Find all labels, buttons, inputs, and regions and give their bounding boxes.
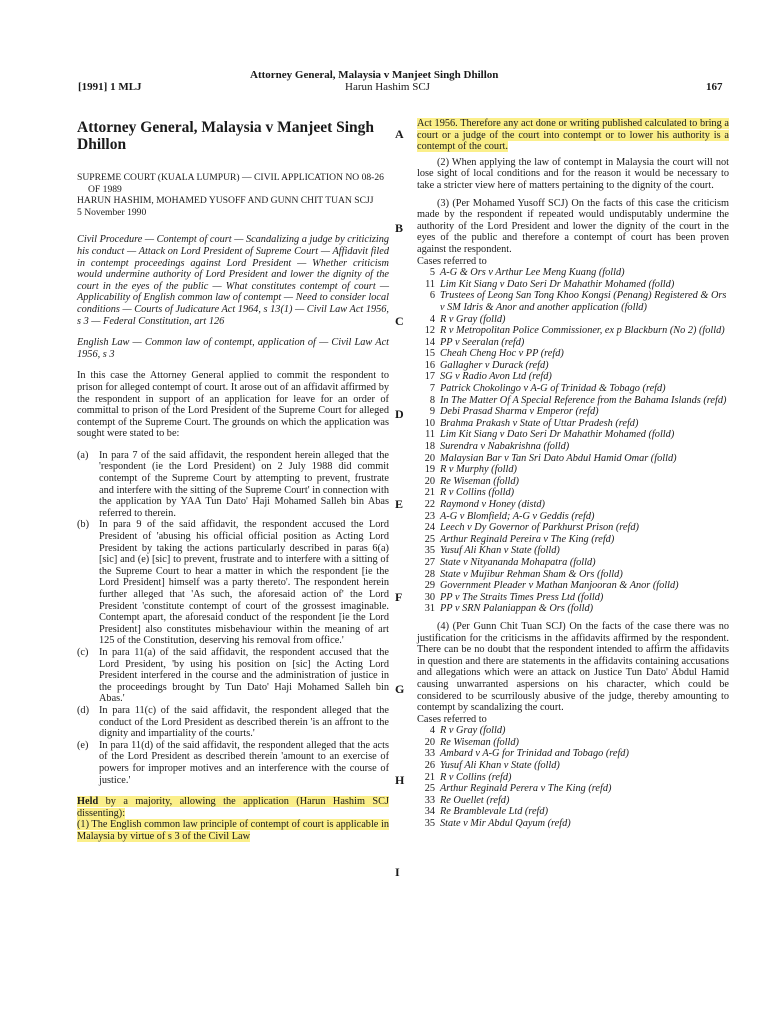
case-number: 20 [424, 475, 435, 487]
case-list-item [417, 267, 729, 279]
margin-letter-b: B [395, 221, 404, 235]
case-name: R v Murphy (folld) [440, 464, 517, 476]
running-judge: Harun Hashim SCJ [345, 81, 430, 93]
case-list-item [417, 476, 729, 488]
case-title: Attorney General, Malaysia v Manjeet Singh Dhillon [77, 119, 375, 153]
margin-letter-e: E [395, 497, 404, 511]
held-label: Held [77, 796, 99, 808]
case-number: 25 [424, 783, 435, 795]
cases-heading: Cases referred to [417, 713, 487, 725]
allegation-label: (d) [77, 704, 90, 716]
case-list-item [417, 511, 729, 523]
allegation-text: In para 11(a) of the said affidavit, the respondent accused that the Lord President, 'by using his position on [sic] the Acting Lord President interfered in the course and the administration of justice in the proceedings brought by Tun Dato' Haji Mohamed Salleh bin Abas.' [99, 646, 389, 705]
case-list-item [417, 290, 729, 313]
case-name: PP v The Straits Times Press Ltd (folld) [440, 591, 604, 603]
case-name: Ambard v A-G for Trinidad and Tobago (refd) [440, 748, 629, 760]
case-name: Leech v Dy Governor of Parkhurst Prison (refd) [440, 522, 639, 534]
case-number: 18 [424, 441, 435, 453]
case-name: Lim Kit Siang v Dato Seri Dr Mahathir Mohamed (folld) [440, 429, 675, 441]
allegation-text: In para 11(c) of the said affidavit, the respondent alleged that the conduct of the Lord President as described therein 'is an affront to the dignity and impartiality of the courts.' [99, 704, 389, 740]
case-list-item [417, 279, 729, 291]
case-name: Arthur Reginald Pereira v The King (refd) [440, 533, 615, 545]
catchwords-english-law: English Law — Common law of contempt, application of — Civil Law Act 1956, s 3 [77, 337, 389, 360]
case-list-item [417, 737, 729, 749]
case-list-item [417, 603, 729, 615]
case-list-item [417, 360, 729, 372]
cases-list-2 [417, 725, 729, 829]
margin-letter-i: I [395, 865, 400, 879]
held-continuation [417, 118, 729, 153]
case-number: 10 [424, 417, 435, 429]
case-number: 30 [424, 591, 435, 603]
case-number: 11 [425, 278, 435, 290]
case-list-item [417, 418, 729, 430]
cases-heading: Cases referred to [417, 255, 487, 267]
held-point-4: (4) (Per Gunn Chit Tuan SCJ) On the facts of the case there was no justification for the criticisms in the affidavits affirmed by the respondent. There can be no doubt that the respondent intended to affirm the affidavits in question and there are statements in the affidavits containing accusations and allegations which were an attack on Justice Tun Dato' Abdul Hamid causing unwarranted aspersions on his character, which could be considered to be scurrilously abusive of the judge, thereby amounting to contempt by scandalizing the court. [417, 620, 729, 714]
allegation-b [77, 519, 389, 647]
case-number: 15 [424, 348, 435, 360]
case-number: 25 [424, 533, 435, 545]
allegation-d [77, 705, 389, 740]
held-point-2: (2) When applying the law of contempt in Malaysia the court will not lose sight of local conditions and for the reason it would be necessary to take a stricter view here of matters pertaining to the dignity of the court. [417, 156, 729, 191]
case-list-item [417, 429, 729, 441]
case-number: 33 [424, 794, 435, 806]
citation: [1991] 1 MLJ [78, 81, 142, 93]
case-name: PP v Seeralan (refd) [440, 336, 525, 348]
case-list-item [417, 348, 729, 360]
allegation-text: In para 9 of the said affidavit, the respondent accused the Lord President of 'abusing his official official position as Acting Lord President by taking the actions particularly described in paras 6(a) [sic] and (e) [sic] to prevent, frustrate and to interfere with a sitting of the Supreme Court to hear a matter in which the respondent [ie the Lord President] himself was a party thereto'. The respondent herein further alleged that 'As such, the aforesaid action of' the Lord President 'constitute contempt of court of the grossest imaginable. Contempt apart, the aforesaid conduct of the respondent [ie the Lord President] also constitutes misbehaviour within the meaning of art 125 of the Constitution, deserving his removal from office.' [99, 519, 389, 647]
case-list-item [417, 748, 729, 760]
judges-line: HARUN HASHIM, MOHAMED YUSOFF AND GUNN CHIT TUAN SCJJ [77, 195, 374, 207]
allegation-e [77, 740, 389, 786]
allegation-text: In para 7 of the said affidavit, the respondent herein alleged that the 'respondent (ie the Lord President) on 2 July 1988 did commit contempt of the Supreme Court by attempting to prevent, frustrate and interfere with the sitting of the Supreme Court' in connection with the application by YAA Tun Dato' Haji Mohamed Salleh bin Abas referred to therein. [99, 449, 389, 519]
case-number: 19 [424, 464, 435, 476]
case-list-item [417, 545, 729, 557]
running-title: Attorney General, Malaysia v Manjeet Singh Dhillon [250, 69, 499, 81]
case-name: Trustees of Leong San Tong Khoo Kongsi (Penang) Registered & Ors v SM Idris & Anor and another application (folld) [440, 290, 727, 313]
case-list-item [417, 522, 729, 534]
case-number: 31 [424, 603, 435, 615]
left-column [77, 119, 389, 842]
held-paragraph [77, 796, 389, 842]
case-name: Re Bramblevale Ltd (refd) [440, 806, 548, 818]
case-list-item [417, 314, 729, 326]
held-point-3: (3) (Per Mohamed Yusoff SCJ) On the facts of this case the criticism made by the respondent if repeated would undisputably undermine the authority of the Lord President and lower the dignity of the court in the eyes of the public and therefore a contempt of court has been proven against the respondent. [417, 197, 729, 255]
case-list-item [417, 557, 729, 569]
case-number: 17 [424, 371, 435, 383]
case-list-item [417, 487, 729, 499]
margin-letter-g: G [395, 682, 405, 696]
case-list-item [417, 580, 729, 592]
catchwords-civil-procedure: Civil Procedure — Contempt of court — Scandalizing a judge by criticizing his conduct — Attack on Lord President of Supreme Court — Affidavit filed in contempt proceedings against Lord President — Whether criticism would undermine authority of Lord President and lower the dignity of the court in the eyes of the public — What constitutes contempt of court — Applicability of English common law of contempt — Need to consider local conditions — Courts of Judicature Act 1964, s 13(1) — Civil Law Act 1956, s 3 — Federal Constitution, art 126 [77, 234, 389, 327]
case-list-item [417, 325, 729, 337]
case-name: R v Gray (folld) [440, 725, 506, 737]
case-name: R v Collins (folld) [440, 487, 515, 499]
case-number: 20 [424, 452, 435, 464]
decision-date: 5 November 1990 [77, 206, 147, 218]
case-name: R v Collins (refd) [440, 771, 512, 783]
case-list-item [417, 371, 729, 383]
allegation-label: (e) [77, 739, 89, 751]
case-name: Yusuf Ali Khan v State (folld) [440, 760, 560, 772]
case-list-item [417, 783, 729, 795]
allegation-a [77, 450, 389, 520]
margin-letter-f: F [395, 590, 403, 604]
case-name: Brahma Prakash v State of Uttar Pradesh (refd) [440, 417, 639, 429]
case-number: 4 [429, 725, 435, 737]
case-name: Arthur Reginald Perera v The King (refd) [440, 783, 612, 795]
case-list-item [417, 453, 729, 465]
case-name: Re Wiseman (folld) [440, 475, 519, 487]
cases-list-1 [417, 267, 729, 615]
allegation-label: (c) [77, 646, 89, 658]
case-name: Raymond v Honey (distd) [440, 499, 545, 510]
case-number: 21 [424, 771, 435, 783]
margin-letter-c: C [395, 314, 404, 328]
case-name: Yusuf Ali Khan v State (folld) [440, 545, 560, 557]
allegation-label: (a) [77, 449, 89, 461]
case-number: 28 [424, 568, 435, 580]
case-number: 16 [424, 359, 435, 371]
case-name: A-G v Blomfield; A-G v Geddis (refd) [440, 510, 595, 522]
margin-letter-a: A [395, 127, 404, 141]
case-number: 11 [425, 429, 435, 441]
case-list-item [417, 806, 729, 818]
case-list-item [417, 395, 729, 407]
case-number: 29 [424, 580, 435, 592]
case-name: Lim Kit Siang v Dato Seri Dr Mahathir Mohamed (folld) [440, 278, 675, 290]
case-name: Surendra v Nabakrishna (folld) [440, 441, 570, 453]
case-name: Government Pleader v Mathan Manjooran & Anor (folld) [440, 580, 679, 592]
margin-letter-h: H [395, 773, 405, 787]
case-list-item [417, 818, 729, 830]
case-list-item [417, 534, 729, 546]
case-list-item [417, 337, 729, 349]
case-number: 33 [424, 748, 435, 760]
case-list-item [417, 725, 729, 737]
case-name: Re Ouellet (refd) [440, 794, 510, 806]
highlighted-continuation: Act 1956. Therefore any act done or writing published calculated to bring a court or a judge of the court into contempt or to lower his authority is a contempt of the court. [417, 118, 729, 153]
allegation-text: In para 11(d) of the said affidavit, the respondent alleged that the acts of the Lord President as described therein 'amount to an exercise of powers for improper motives and an interference with the course of justice.' [99, 739, 389, 786]
case-number: 6 [429, 290, 435, 302]
case-list-item [417, 383, 729, 395]
case-name: Re Wiseman (folld) [440, 736, 519, 748]
case-name: Gallagher v Durack (refd) [440, 359, 549, 371]
case-name: State v Mujibur Rehman Sham & Ors (folld) [440, 568, 623, 580]
held-point-1: (1) The English common law principle of contempt of court is applicable in Malaysia by virtue of s 3 of the Civil Law [77, 819, 389, 842]
intro-paragraph: In this case the Attorney General applied to commit the respondent to prison for alleged contempt of court. It arose out of an affidavit affirmed by the respondent in support of an application for leave for an order of committal to prison of the Lord President of the Supreme Court for alleged contempt of the Supreme Court. The grounds on which the application was sought were stated to be: [77, 370, 389, 440]
case-number: 4 [429, 313, 435, 325]
case-name: SG v Radio Avon Ltd (refd) [440, 371, 552, 383]
case-list-item [417, 772, 729, 784]
case-number: 20 [424, 736, 435, 748]
case-number: 8 [429, 394, 435, 406]
case-name: State v Nityananda Mohapatra (folld) [440, 556, 596, 568]
case-name: State v Mir Abdul Qayum (refd) [440, 818, 571, 830]
case-name: Cheah Cheng Hoc v PP (refd) [440, 348, 564, 360]
right-column [417, 118, 729, 830]
case-name: PP v SRN Palaniappan & Ors (folld) [440, 603, 594, 615]
case-list-item [417, 569, 729, 581]
case-number: 26 [424, 760, 435, 772]
case-name: Patrick Chokolingo v A-G of Trinidad & Tobago (refd) [440, 383, 666, 395]
case-number: 35 [424, 545, 435, 557]
case-number: 27 [424, 556, 435, 568]
case-number: 35 [424, 818, 435, 830]
case-number: 9 [429, 406, 435, 418]
case-list-item [417, 592, 729, 604]
held-text: by a majority, allowing the application (Harun Hashim SCJ dissenting): [77, 796, 389, 819]
allegation-label: (b) [77, 519, 90, 531]
case-number: 22 [424, 499, 435, 510]
case-number: 21 [424, 487, 435, 499]
case-name: Malaysian Bar v Tan Sri Dato Abdul Hamid Omar (folld) [440, 452, 677, 464]
case-list-item [417, 464, 729, 476]
allegation-c [77, 647, 389, 705]
page-number: 167 [706, 81, 723, 93]
case-name: R v Gray (folld) [440, 313, 506, 325]
case-number: 23 [424, 510, 435, 522]
case-number: 12 [424, 325, 435, 337]
court-line: SUPREME COURT (KUALA LUMPUR) — CIVIL APPLICATION NO 08-26 OF 1989 [77, 172, 384, 195]
case-number: 5 [429, 267, 435, 279]
case-number: 24 [424, 522, 435, 534]
case-list-item [417, 499, 729, 511]
case-number: 7 [429, 383, 435, 395]
case-list-item [417, 441, 729, 453]
case-list-item [417, 760, 729, 772]
case-number: 34 [424, 806, 435, 818]
case-name: Debi Prasad Sharma v Emperor (refd) [440, 406, 599, 418]
case-number: 14 [424, 336, 435, 348]
case-name: R v Metropolitan Police Commissioner, ex p Blackburn (No 2) (folld) [440, 325, 725, 337]
case-name: A-G & Ors v Arthur Lee Meng Kuang (folld) [440, 267, 625, 279]
case-name: In The Matter Of A Special Reference from the Bahama Islands (refd) [440, 394, 727, 406]
case-list-item [417, 406, 729, 418]
case-list-item [417, 795, 729, 807]
margin-letter-d: D [395, 407, 404, 421]
